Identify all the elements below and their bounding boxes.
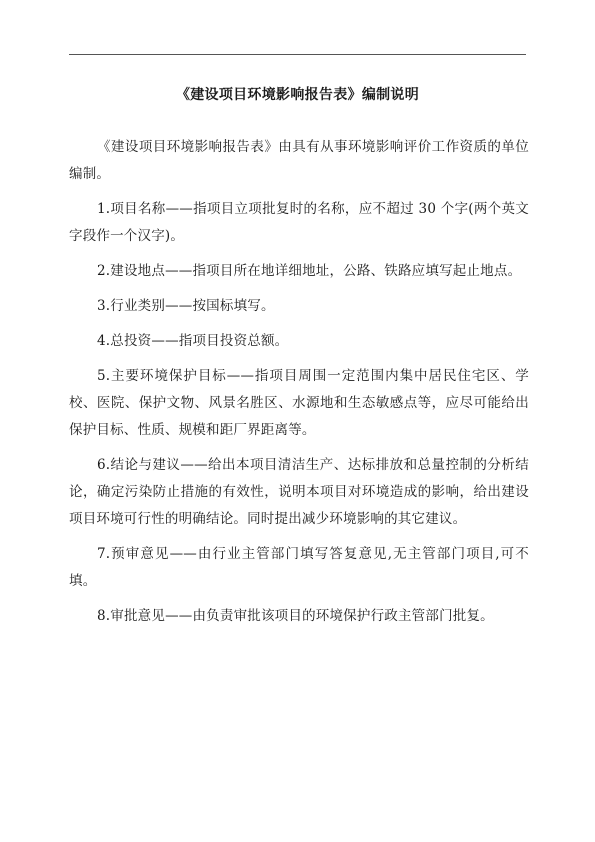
paragraph-protection-targets: 5.主要环境保护目标——指项目周围一定范围内集中居民住宅区、学校、医院、保护文物、风景名胜区、水源地和生态敏感点等，应尽可能给出保护目标、性质、规模和距厂界距离等。 xyxy=(69,368,529,438)
document-title: 《建设项目环境影响报告表》编制说明 xyxy=(175,87,420,103)
paragraph-conclusions: 6.结论与建议——给出本项目清洁生产、达标排放和总量控制的分析结论，确定污染防止措施的有效性，说明本项目对环境造成的影响，给出建设项目环境可行性的明确结论。同时提出减少环境影响的其它建议。 xyxy=(69,457,529,527)
paragraph-approval: 8.审批意见——由负责审批该项目的环境保护行政主管部门批复。 xyxy=(97,608,494,624)
paragraph-industry-category: 3.行业类别——按国标填写。 xyxy=(97,298,275,314)
paragraph-project-name: 1.项目名称——指项目立项批复时的名称，应不超过 30 个字(两个英文字段作一个汉字)。 xyxy=(69,201,529,244)
header-rule xyxy=(69,54,526,55)
paragraph-intro: 《建设项目环境影响报告表》由具有从事环境影响评价工作资质的单位编制。 xyxy=(69,139,529,182)
paragraph-construction-site: 2.建设地点——指项目所在地详细地址，公路、铁路应填写起止地点。 xyxy=(97,263,522,279)
paragraph-total-investment: 4.总投资——指项目投资总额。 xyxy=(97,333,289,349)
paragraph-pre-review: 7.预审意见——由行业主管部门填写答复意见,无主管部门项目,可不填。 xyxy=(69,546,529,589)
document-body xyxy=(69,134,529,638)
